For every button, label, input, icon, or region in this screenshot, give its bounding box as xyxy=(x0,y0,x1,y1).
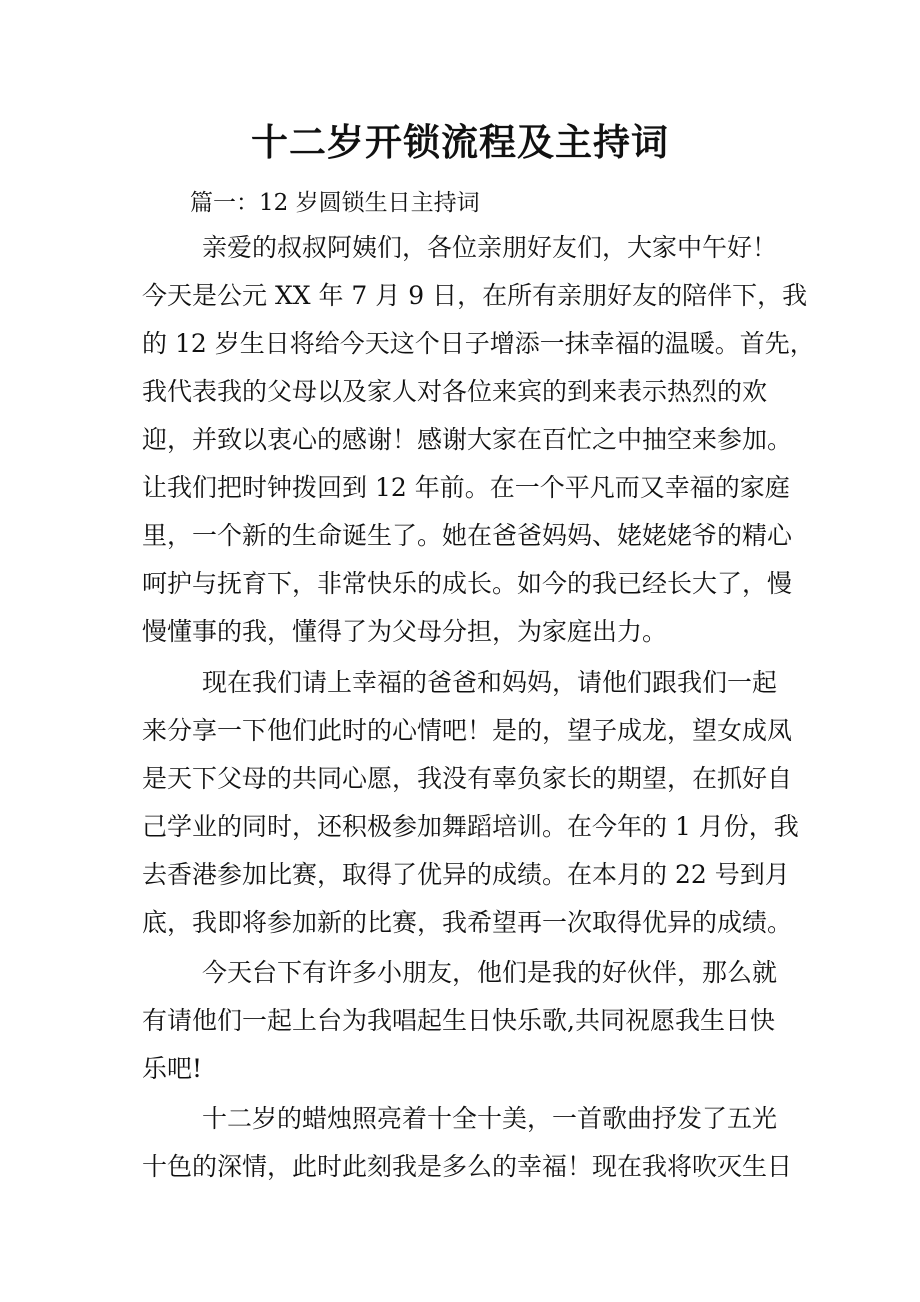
text-line: 里，一个新的生命诞生了。她在爸爸妈妈、姥姥姥爷的精心 xyxy=(142,521,793,550)
text-line: 让我们把时钟拨回到 12 年前。在一个平凡而又幸福的家庭 xyxy=(142,473,790,502)
section-heading: 篇一：12 岁圆锁生日主持词 xyxy=(190,190,480,216)
text-line: 有请他们一起上台为我唱起生日快乐歌,共同祝愿我生日快 xyxy=(142,1006,775,1035)
text-line: 十二岁的蜡烛照亮着十全十美，一首歌曲抒发了五光 xyxy=(202,1104,778,1133)
text-line: 今天是公元 XX 年 7 月 9 日，在所有亲朋好友的陪伴下，我 xyxy=(142,281,808,310)
text-line: 十色的深情，此时此刻我是多么的幸福！现在我将吹灭生日 xyxy=(142,1152,793,1181)
text-line: 我代表我的父母以及家人对各位来宾的到来表示热烈的欢 xyxy=(142,377,768,406)
text-line: 亲爱的叔叔阿姨们，各位亲朋好友们，大家中午好！ xyxy=(202,233,778,262)
text-line: 去香港参加比赛，取得了优异的成绩。在本月的 22 号到月 xyxy=(142,860,790,889)
text-line: 今天台下有许多小朋友，他们是我的好伙伴，那么就 xyxy=(202,958,778,987)
page-title: 十二岁开锁流程及主持词 xyxy=(251,120,669,164)
text-line: 己学业的同时，还积极参加舞蹈培训。在今年的 1 月份，我 xyxy=(142,812,799,841)
text-line: 呵护与抚育下，非常快乐的成长。如今的我已经长大了，慢 xyxy=(142,569,793,598)
text-line: 是天下父母的共同心愿，我没有辜负家长的期望，在抓好自 xyxy=(142,764,793,793)
text-line: 现在我们请上幸福的爸爸和妈妈，请他们跟我们一起 xyxy=(202,668,778,697)
text-line: 慢懂事的我，懂得了为父母分担，为家庭出力。 xyxy=(142,617,668,646)
text-line: 迎，并致以衷心的感谢！感谢大家在百忙之中抽空来参加。 xyxy=(142,425,793,454)
text-line: 来分享一下他们此时的心情吧！是的，望子成龙，望女成凤 xyxy=(142,716,793,745)
text-line: 底，我即将参加新的比赛，我希望再一次取得优异的成绩。 xyxy=(142,908,793,937)
text-line: 乐吧! xyxy=(142,1054,203,1083)
text-line: 的 12 岁生日将给今天这个日子增添一抹幸福的温暖。首先， xyxy=(142,329,815,358)
